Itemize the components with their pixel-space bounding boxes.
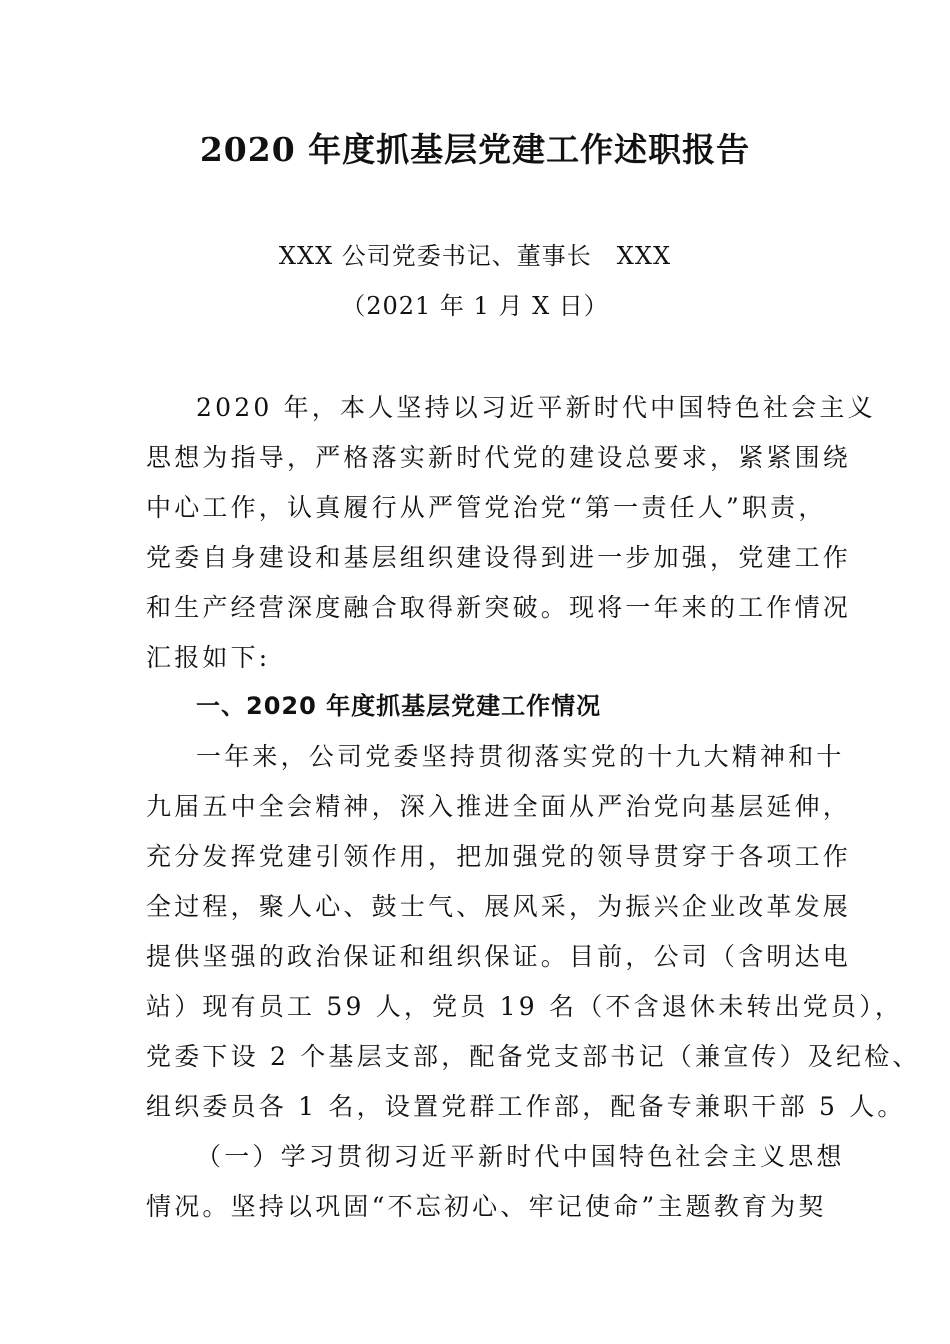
paragraph-line: 思想为指导，严格落实新时代党的建设总要求，紧紧围绕	[146, 443, 852, 472]
section-heading: 一、2020 年度抓基层党建工作情况	[196, 692, 602, 720]
paragraph-line: 汇报如下:	[146, 643, 271, 672]
paragraph-line: 提供坚强的政治保证和组织保证。目前，公司（含明达电	[146, 942, 852, 971]
paragraph-line: 中心工作，认真履行从严管党治党“第一责任人”职责，	[146, 493, 827, 522]
paragraph-line: 九届五中全会精神，深入推进全面从严治党向基层延伸，	[146, 792, 852, 821]
paragraph-line: 情况。坚持以巩固“不忘初心、牢记使命”主题教育为契	[146, 1192, 827, 1221]
paragraph-line: 站）现有员工 59 人，党员 19 名（不含退休未转出党员），	[146, 992, 904, 1021]
paragraph-line: 和生产经营深度融合取得新突破。现将一年来的工作情况	[146, 593, 852, 622]
paragraph-line: 组织委员各 1 名，设置党群工作部，配备专兼职干部 5 人。	[146, 1092, 906, 1121]
subsection-heading-line: （一）学习贯彻习近平新时代中国特色社会主义思想	[196, 1142, 845, 1171]
paragraph-line: 党委自身建设和基层组织建设得到进一步加强，党建工作	[146, 543, 852, 572]
paragraph-line: 2020 年，本人坚持以习近平新时代中国特色社会主义	[196, 393, 876, 422]
paragraph-line: 全过程，聚人心、鼓士气、展风采，为振兴企业改革发展	[146, 892, 852, 921]
report-date: （2021 年 1 月 X 日）	[341, 292, 609, 320]
document-title: 2020 年度抓基层党建工作述职报告	[199, 130, 751, 169]
paragraph-line: 党委下设 2 个基层支部，配备党支部书记（兼宣传）及纪检、	[146, 1042, 921, 1071]
paragraph-line: 充分发挥党建引领作用，把加强党的领导贯穿于各项工作	[146, 842, 852, 871]
paragraph-line: 一年来，公司党委坚持贯彻落实党的十九大精神和十	[196, 742, 845, 771]
author-line: XXX 公司党委书记、董事长 XXX	[278, 242, 672, 270]
